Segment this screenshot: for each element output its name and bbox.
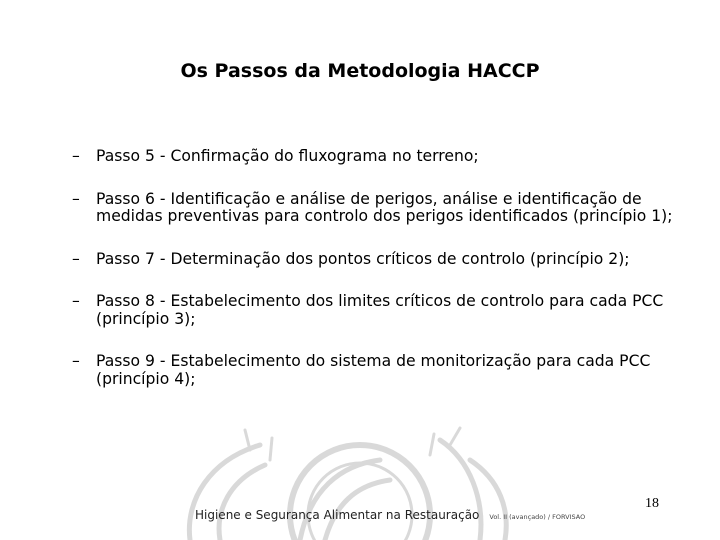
bullet-dash: – [72, 147, 80, 165]
list-item [72, 148, 682, 166]
page-number: 18 [645, 496, 659, 511]
list-item [72, 251, 682, 269]
bullet-dash: – [72, 249, 80, 268]
bullet-dash: – [72, 292, 80, 310]
footer-title: Higiene e Segurança Alimentar na Restauração [195, 508, 480, 522]
list-item-text: Passo 7 - Determinação dos pontos críticos de controlo (princípio 2); [96, 249, 630, 268]
list-item-text: Passo 8 - Estabelecimento dos limites críticos de controlo para cada PCC (princípio 3); [96, 292, 664, 328]
slide-title: Os Passos da Metodologia HACCP [180, 60, 540, 82]
list-item [72, 353, 682, 388]
list-item [72, 191, 682, 226]
footer-subtitle: Vol. II (avançado) / FORVISAO [489, 513, 586, 521]
bullet-dash: – [72, 352, 80, 370]
list-item-text: Passo 5 - Confirmação do fluxograma no terreno; [96, 147, 479, 165]
steps-list [72, 148, 682, 413]
list-item-text: Passo 6 - Identificação e análise de perigos, análise e identificação de medidas preventivas para controlo dos perigos identificados (princípio 1); [96, 189, 673, 225]
list-item [72, 293, 682, 328]
list-item-text: Passo 9 - Estabelecimento do sistema de monitorização para cada PCC (princípio 4); [96, 352, 651, 388]
footer [195, 508, 585, 528]
bullet-dash: – [72, 189, 80, 208]
